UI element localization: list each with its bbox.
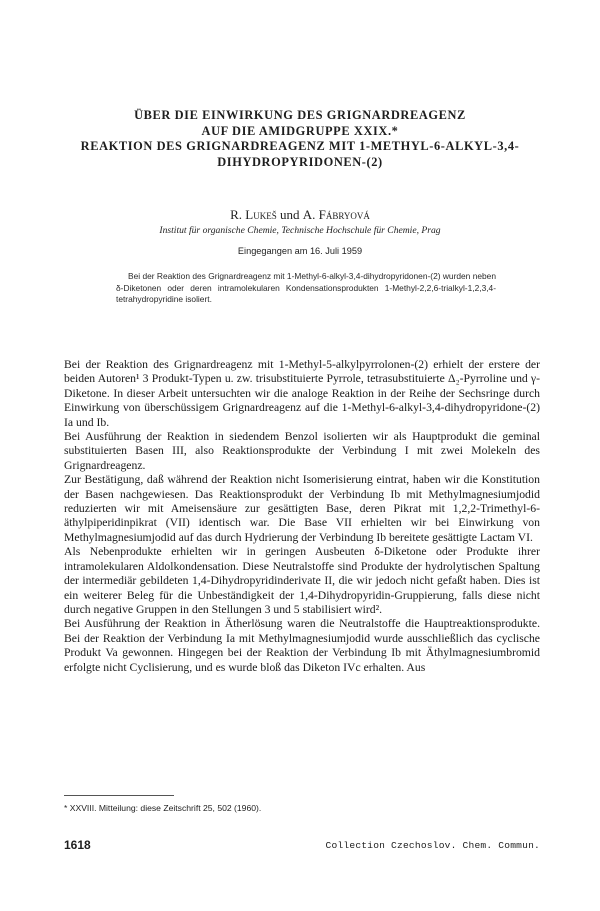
author-second: A. Fábryová: [302, 207, 370, 222]
author-conjunction: und: [276, 207, 303, 222]
journal-name: Collection Czechoslov. Chem. Commun.: [325, 840, 540, 851]
received-date: Eingegangen am 16. Juli 1959: [237, 246, 363, 256]
abstract: Bei der Reaktion des Grignardreagenz mit 1-Methyl-6-alkyl-3,4-dihydropyridonen-(2) wurden neben δ-Diketonen oder deren intramolekularen Kondensationsprodukten 1-Methyl-2,2,6-trialkyl-1,2,3,4-tetrahydropyridine isoliert.: [116, 271, 496, 305]
body-paragraph: Als Nebenprodukte erhielten wir in geringen Ausbeuten δ-Diketone oder Produkte ihrer intramolekularen Aldolkondensation. Diese Neutralstoffe sind Produkte der hydrolytischen Spaltung der intermediär gebildeten 1,4-Dihydropyridinderivate II, die wir jedoch nicht gefaßt haben. Dies ist ein weiterer Beleg für die Unbeständigkeit der 1,4-Dihydropyridin-Gruppierung, falls diese nicht durch negative Gruppen in den Stellungen 3 und 5 stabilisiert wird².: [64, 545, 540, 616]
article-title: [40, 108, 560, 170]
title-line: AUF DIE AMIDGRUPPE XXIX.*: [201, 123, 399, 138]
author-first: R. Lukeš: [230, 207, 277, 222]
footnote-divider: [64, 795, 174, 796]
body-paragraph: Zur Bestätigung, daß während der Reaktion nicht Isomerisierung eintrat, haben wir die Konstitution der Basen nachgewiesen. Das Reaktionsprodukt der Verbindung Ib mit Methylmagnesiumjodid reduzierten wir mit Ameisensäure zur gesättigten Base, deren Pikrat mit 1,2,2-Trimethyl-6-äthylpiperidinpikrat (VII) identisch war. Die Base VII erhielten wir bei Einwirkung von Methylmagnesiumjodid auf das durch Hydrierung der Verbindung Ib bereitete gesättigte Lactam VI.: [64, 473, 540, 544]
author-line: [40, 207, 560, 223]
body-paragraph: Bei Ausführung der Reaktion in siedendem Benzol isolierten wir als Hauptprodukt die geminal substituierten Basen III, also Reaktionsprodukte der Verbindung I mit zwei Molekeln des Grignardreagenz.: [64, 430, 540, 472]
body-paragraph: Bei Ausführung der Reaktion in Ätherlösung waren die Neutralstoffe die Hauptreaktionsprodukte. Bei der Reaktion der Verbindung Ia mit Methylmagnesiumjodid wurde ausschließlich das cyclische Produkt Va gewonnen. Hingegen bei der Reaktion der Verbindung Ib mit Äthylmagnesiumbromid erfolgte nicht Cyclisierung, und es wurde bloß das Diketon IVc erhalten. Aus: [64, 617, 540, 674]
body-paragraph: Bei der Reaktion des Grignardreagenz mit 1-Methyl-5-alkylpyrrolonen-(2) erhielt der erstere der beiden Autoren¹ 3 Produkt-Typen u. zw. trisubstituierte Pyrrole, tetrasubstituierte Δ₂-Pyrroline und γ-Diketone. In dieser Arbeit untersuchten wir die analoge Reaktion in der Reihe der Sechsringe durch Einwirkung von überschüssigem Grignardreagenz auf die 1-Methyl-6-alkyl-3,4-dihydropyridone-(2) Ia und Ib.: [64, 358, 540, 429]
title-line: REAKTION DES GRIGNARDREAGENZ MIT 1-METHYL-6-ALKYL-3,4-: [80, 139, 520, 153]
page-number: 1618: [64, 838, 91, 852]
title-line: ÜBER DIE EINWIRKUNG DES GRIGNARDREAGENZ: [134, 108, 466, 122]
title-line: DIHYDROPYRIDONEN-(2): [217, 154, 383, 169]
footnote: * XXVIII. Mitteilung: diese Zeitschrift 25, 502 (1960).: [64, 803, 262, 813]
institute-affiliation: Institut für organische Chemie, Technische Hochschule für Chemie, Prag: [159, 225, 441, 236]
article-body: [64, 358, 540, 675]
